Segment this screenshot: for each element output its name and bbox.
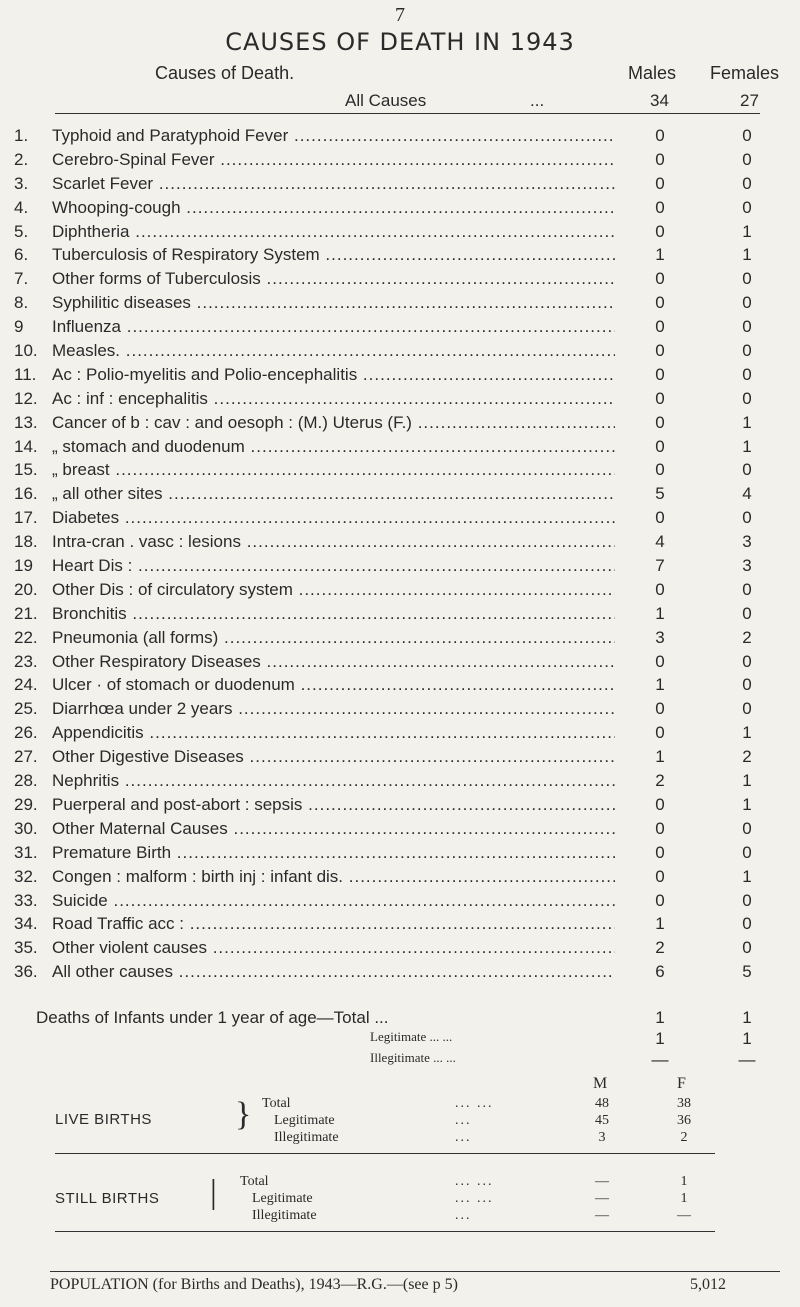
live-births-rule xyxy=(55,1153,715,1154)
cause-females: 0 xyxy=(742,173,752,193)
cause-females: 1 xyxy=(742,866,752,886)
still-births-label: STILL BIRTHS xyxy=(55,1190,160,1207)
cause-label: Other forms of Tuberculosis ..... xyxy=(52,269,615,289)
cause-row xyxy=(0,675,800,699)
cause-label: Puerperal and post-abort : sepsis ..... xyxy=(52,795,615,815)
cause-row xyxy=(0,150,800,174)
cause-row xyxy=(0,723,800,747)
cause-row xyxy=(0,341,800,365)
cause-males: 6 xyxy=(655,962,665,982)
cause-females: 0 xyxy=(742,818,752,838)
cause-number: 21. xyxy=(14,603,38,623)
still-births-females: 1 xyxy=(680,1174,688,1189)
cause-males: 1 xyxy=(655,675,665,695)
page-number: 7 xyxy=(395,4,405,26)
cause-row xyxy=(0,484,800,508)
page-title: CAUSES OF DEATH IN 1943 xyxy=(225,28,575,56)
cause-row xyxy=(0,460,800,484)
cause-label: „ breast ..... xyxy=(52,460,615,480)
cause-number: 6. xyxy=(14,245,29,265)
cause-label: Heart Dis : ..... xyxy=(52,556,615,576)
cause-number: 9 xyxy=(14,317,24,337)
cause-row xyxy=(0,795,800,819)
cause-males: 0 xyxy=(655,197,665,217)
cause-row xyxy=(0,891,800,915)
cause-females: 2 xyxy=(742,747,752,767)
cause-females: 0 xyxy=(742,938,752,958)
infant-legitimate-males: 1 xyxy=(655,1029,665,1048)
still-births-bracket-icon: | xyxy=(210,1174,217,1211)
infant-deaths-total-row xyxy=(0,1008,800,1029)
cause-males: 0 xyxy=(655,508,665,528)
live-births-label: LIVE BIRTHS xyxy=(55,1111,152,1128)
cause-label: Cancer of b : cav : and oesoph : (M.) Uterus (F.) ..... xyxy=(52,413,615,433)
cause-females: 2 xyxy=(742,627,752,647)
cause-label: „ stomach and duodenum ..... xyxy=(52,437,615,457)
cause-row xyxy=(0,819,800,843)
still-births-rule xyxy=(55,1231,715,1232)
cause-males: 0 xyxy=(655,341,665,361)
cause-males: 0 xyxy=(655,293,665,313)
cause-number: 22. xyxy=(14,627,38,647)
causes-table xyxy=(0,126,800,986)
cause-row xyxy=(0,867,800,891)
cause-males: 0 xyxy=(655,460,665,480)
cause-row xyxy=(0,365,800,389)
cause-females: 0 xyxy=(742,388,752,408)
cause-males: 0 xyxy=(655,269,665,289)
cause-row xyxy=(0,843,800,867)
still-births-males: — xyxy=(595,1208,609,1223)
cause-label: Intra-cran . vasc : lesions ..... xyxy=(52,532,615,552)
cause-label: Diabetes ..... xyxy=(52,508,615,528)
cause-number: 25. xyxy=(14,699,38,719)
cause-label: Ac : inf : encephalitis ..... xyxy=(52,389,615,409)
cause-females: 0 xyxy=(742,364,752,384)
all-causes-label: All Causes xyxy=(345,91,427,110)
cause-females: 4 xyxy=(742,484,752,504)
live-births-row-label: Total xyxy=(262,1096,291,1111)
population-rule xyxy=(50,1271,780,1272)
cause-number: 28. xyxy=(14,771,38,791)
cause-females: 1 xyxy=(742,436,752,456)
cause-row xyxy=(0,962,800,986)
cause-males: 0 xyxy=(655,149,665,169)
live-births-males: 3 xyxy=(598,1130,606,1145)
still-births-females: 1 xyxy=(680,1191,688,1206)
cause-number: 4. xyxy=(14,197,29,217)
cause-number: 30. xyxy=(14,818,38,838)
cause-number: 35. xyxy=(14,938,38,958)
still-births-row xyxy=(0,1191,800,1207)
cause-row xyxy=(0,222,800,246)
cause-row xyxy=(0,628,800,652)
cause-males: 7 xyxy=(655,556,665,576)
cause-males: 0 xyxy=(655,436,665,456)
cause-number: 18. xyxy=(14,532,38,552)
cause-females: 1 xyxy=(742,723,752,743)
cause-females: 0 xyxy=(742,890,752,910)
still-births-row-dots: ... ... xyxy=(455,1174,494,1189)
cause-males: 1 xyxy=(655,914,665,934)
still-births-row-dots: ... ... xyxy=(455,1191,494,1206)
cause-males: 0 xyxy=(655,388,665,408)
cause-label: Road Traffic acc : ..... xyxy=(52,914,615,934)
cause-label: Typhoid and Paratyphoid Fever ..... xyxy=(52,126,615,146)
cause-label: Influenza ..... xyxy=(52,317,615,337)
cause-males: 0 xyxy=(655,818,665,838)
population-value: 5,012 xyxy=(690,1276,726,1293)
header-rule xyxy=(55,113,760,114)
cause-row xyxy=(0,652,800,676)
cause-males: 0 xyxy=(655,221,665,241)
live-births-females: 2 xyxy=(680,1130,688,1145)
cause-row xyxy=(0,556,800,580)
cause-number: 32. xyxy=(14,866,38,886)
infant-deaths-males: 1 xyxy=(655,1008,665,1027)
all-causes-females: 27 xyxy=(740,91,759,110)
cause-females: 1 xyxy=(742,771,752,791)
cause-number: 23. xyxy=(14,651,38,671)
live-births-section xyxy=(0,1092,800,1152)
live-births-row-dots: ... xyxy=(455,1113,472,1128)
cause-number: 10. xyxy=(14,341,38,361)
cause-males: 0 xyxy=(655,699,665,719)
infant-deaths-label: Deaths of Infants under 1 year of age—Total ... xyxy=(36,1008,389,1027)
population-label: POPULATION (for Births and Deaths), 1943—R.G.—(see p 5) xyxy=(50,1276,458,1293)
still-births-males: — xyxy=(595,1174,609,1189)
cause-females: 1 xyxy=(742,794,752,814)
infant-deaths-legitimate-row xyxy=(0,1029,800,1050)
cause-label: Other Maternal Causes ..... xyxy=(52,819,615,839)
cause-label: All other causes ..... xyxy=(52,962,615,982)
cause-females: 0 xyxy=(742,508,752,528)
cause-number: 26. xyxy=(14,723,38,743)
still-births-row-label: Total xyxy=(240,1174,269,1189)
cause-number: 13. xyxy=(14,412,38,432)
cause-row xyxy=(0,126,800,150)
cause-males: 0 xyxy=(655,317,665,337)
cause-label: Tuberculosis of Respiratory System ..... xyxy=(52,245,615,265)
cause-number: 2. xyxy=(14,149,29,169)
infant-legitimate-females: 1 xyxy=(742,1029,752,1048)
live-births-brace-icon: } xyxy=(235,1096,252,1133)
cause-label: Whooping-cough ..... xyxy=(52,198,615,218)
cause-row xyxy=(0,938,800,962)
cause-label: Cerebro-Spinal Fever ..... xyxy=(52,150,615,170)
cause-number: 14. xyxy=(14,436,38,456)
cause-females: 0 xyxy=(742,914,752,934)
cause-males: 0 xyxy=(655,890,665,910)
live-births-row-label: Illegitimate xyxy=(274,1130,339,1145)
live-births-males: 48 xyxy=(595,1096,609,1111)
still-births-row-label: Illegitimate xyxy=(252,1208,317,1223)
infant-deaths-illegitimate-row xyxy=(0,1050,800,1071)
cause-row xyxy=(0,437,800,461)
cause-label: Other Dis : of circulatory system ..... xyxy=(52,580,615,600)
cause-females: 0 xyxy=(742,197,752,217)
cause-row xyxy=(0,699,800,723)
cause-number: 31. xyxy=(14,842,38,862)
cause-number: 11. xyxy=(14,364,37,384)
cause-row xyxy=(0,293,800,317)
cause-females: 1 xyxy=(742,412,752,432)
cause-number: 33. xyxy=(14,890,38,910)
live-births-row-label: Legitimate xyxy=(274,1113,335,1128)
cause-number: 34. xyxy=(14,914,38,934)
live-births-row xyxy=(0,1113,800,1129)
infant-illegitimate-males: — xyxy=(651,1050,669,1069)
cause-row xyxy=(0,508,800,532)
cause-females: 0 xyxy=(742,149,752,169)
cause-row xyxy=(0,245,800,269)
cause-females: 0 xyxy=(742,317,752,337)
cause-number: 3. xyxy=(14,173,29,193)
cause-females: 3 xyxy=(742,556,752,576)
cause-females: 0 xyxy=(742,341,752,361)
cause-row xyxy=(0,389,800,413)
cause-label: Appendicitis ..... xyxy=(52,723,615,743)
infant-illegitimate-females: — xyxy=(738,1050,756,1069)
cause-number: 7. xyxy=(14,269,29,289)
all-causes-dots: ... xyxy=(530,91,545,110)
cause-row xyxy=(0,532,800,556)
births-m-header: M xyxy=(593,1075,608,1092)
cause-males: 2 xyxy=(655,938,665,958)
cause-males: 0 xyxy=(655,651,665,671)
cause-males: 0 xyxy=(655,723,665,743)
cause-label: „ all other sites ..... xyxy=(52,484,615,504)
cause-number: 16. xyxy=(14,484,38,504)
cause-row xyxy=(0,604,800,628)
cause-label: Other violent causes ..... xyxy=(52,938,615,958)
infant-deaths-section xyxy=(0,1008,800,1071)
cause-label: Diphtheria ..... xyxy=(52,222,615,242)
cause-number: 29. xyxy=(14,794,38,814)
cause-label: Suicide ..... xyxy=(52,891,615,911)
still-births-females: — xyxy=(677,1208,691,1223)
cause-number: 27. xyxy=(14,747,38,767)
cause-number: 36. xyxy=(14,962,38,982)
cause-label: Other Respiratory Diseases ..... xyxy=(52,652,615,672)
cause-label: Nephritis ..... xyxy=(52,771,615,791)
infant-deaths-females: 1 xyxy=(742,1008,752,1027)
still-births-row xyxy=(0,1208,800,1224)
cause-number: 17. xyxy=(14,508,38,528)
cause-row xyxy=(0,914,800,938)
cause-number: 20. xyxy=(14,579,38,599)
still-births-row-dots: ... xyxy=(455,1208,472,1223)
cause-males: 0 xyxy=(655,794,665,814)
births-f-header: F xyxy=(677,1075,686,1092)
cause-label: Bronchitis ..... xyxy=(52,604,615,624)
cause-males: 2 xyxy=(655,771,665,791)
cause-females: 0 xyxy=(742,269,752,289)
cause-males: 1 xyxy=(655,245,665,265)
cause-row xyxy=(0,174,800,198)
cause-row xyxy=(0,580,800,604)
causes-column-header: Causes of Death. xyxy=(155,63,295,83)
males-column-header: Males xyxy=(628,63,677,83)
cause-males: 0 xyxy=(655,842,665,862)
cause-males: 3 xyxy=(655,627,665,647)
cause-females: 5 xyxy=(742,962,752,982)
cause-females: 0 xyxy=(742,675,752,695)
live-births-males: 45 xyxy=(595,1113,609,1128)
females-column-header: Females xyxy=(710,63,780,83)
live-births-row xyxy=(0,1096,800,1112)
cause-number: 19 xyxy=(14,556,33,576)
cause-females: 0 xyxy=(742,293,752,313)
cause-number: 24. xyxy=(14,675,38,695)
cause-males: 1 xyxy=(655,747,665,767)
cause-males: 0 xyxy=(655,866,665,886)
cause-label: Ulcer · of stomach or duodenum ..... xyxy=(52,675,615,695)
cause-label: Ac : Polio-myelitis and Polio-encephalitis ..... xyxy=(52,365,615,385)
cause-males: 0 xyxy=(655,364,665,384)
cause-males: 0 xyxy=(655,173,665,193)
cause-females: 0 xyxy=(742,603,752,623)
cause-males: 0 xyxy=(655,412,665,432)
cause-row xyxy=(0,317,800,341)
cause-males: 0 xyxy=(655,579,665,599)
cause-row xyxy=(0,269,800,293)
cause-number: 5. xyxy=(14,221,29,241)
cause-label: Congen : malform : birth inj : infant dis. ..... xyxy=(52,867,615,887)
cause-females: 0 xyxy=(742,842,752,862)
cause-males: 1 xyxy=(655,603,665,623)
live-births-females: 36 xyxy=(677,1113,691,1128)
cause-row xyxy=(0,413,800,437)
cause-number: 15. xyxy=(14,460,38,480)
live-births-row-dots: ... ... xyxy=(455,1096,494,1111)
cause-row xyxy=(0,771,800,795)
cause-label: Premature Birth ..... xyxy=(52,843,615,863)
cause-label: Measles. ..... xyxy=(52,341,615,361)
cause-females: 0 xyxy=(742,126,752,145)
infant-legitimate-label: Legitimate ... ... xyxy=(370,1029,453,1044)
cause-number: 12. xyxy=(14,388,38,408)
still-births-row xyxy=(0,1174,800,1190)
cause-label: Pneumonia (all forms) ..... xyxy=(52,628,615,648)
live-births-row xyxy=(0,1130,800,1146)
cause-males: 0 xyxy=(655,126,665,145)
cause-females: 1 xyxy=(742,245,752,265)
cause-label: Diarrhœa under 2 years ..... xyxy=(52,699,615,719)
cause-row xyxy=(0,198,800,222)
still-births-males: — xyxy=(595,1191,609,1206)
cause-row xyxy=(0,747,800,771)
all-causes-males: 34 xyxy=(650,91,669,110)
cause-females: 0 xyxy=(742,699,752,719)
live-births-females: 38 xyxy=(677,1096,691,1111)
infant-illegitimate-label: Illegitimate ... ... xyxy=(370,1050,456,1065)
cause-label: Syphilitic diseases ..... xyxy=(52,293,615,313)
cause-number: 1. xyxy=(14,126,29,145)
still-births-row-label: Legitimate xyxy=(252,1191,313,1206)
cause-females: 3 xyxy=(742,532,752,552)
cause-females: 0 xyxy=(742,651,752,671)
still-births-section xyxy=(0,1170,800,1230)
cause-label: Scarlet Fever ..... xyxy=(52,174,615,194)
cause-females: 0 xyxy=(742,579,752,599)
cause-females: 1 xyxy=(742,221,752,241)
cause-label: Other Digestive Diseases ..... xyxy=(52,747,615,767)
live-births-row-dots: ... xyxy=(455,1130,472,1145)
cause-females: 0 xyxy=(742,460,752,480)
cause-males: 4 xyxy=(655,532,665,552)
cause-males: 5 xyxy=(655,484,665,504)
cause-number: 8. xyxy=(14,293,29,313)
